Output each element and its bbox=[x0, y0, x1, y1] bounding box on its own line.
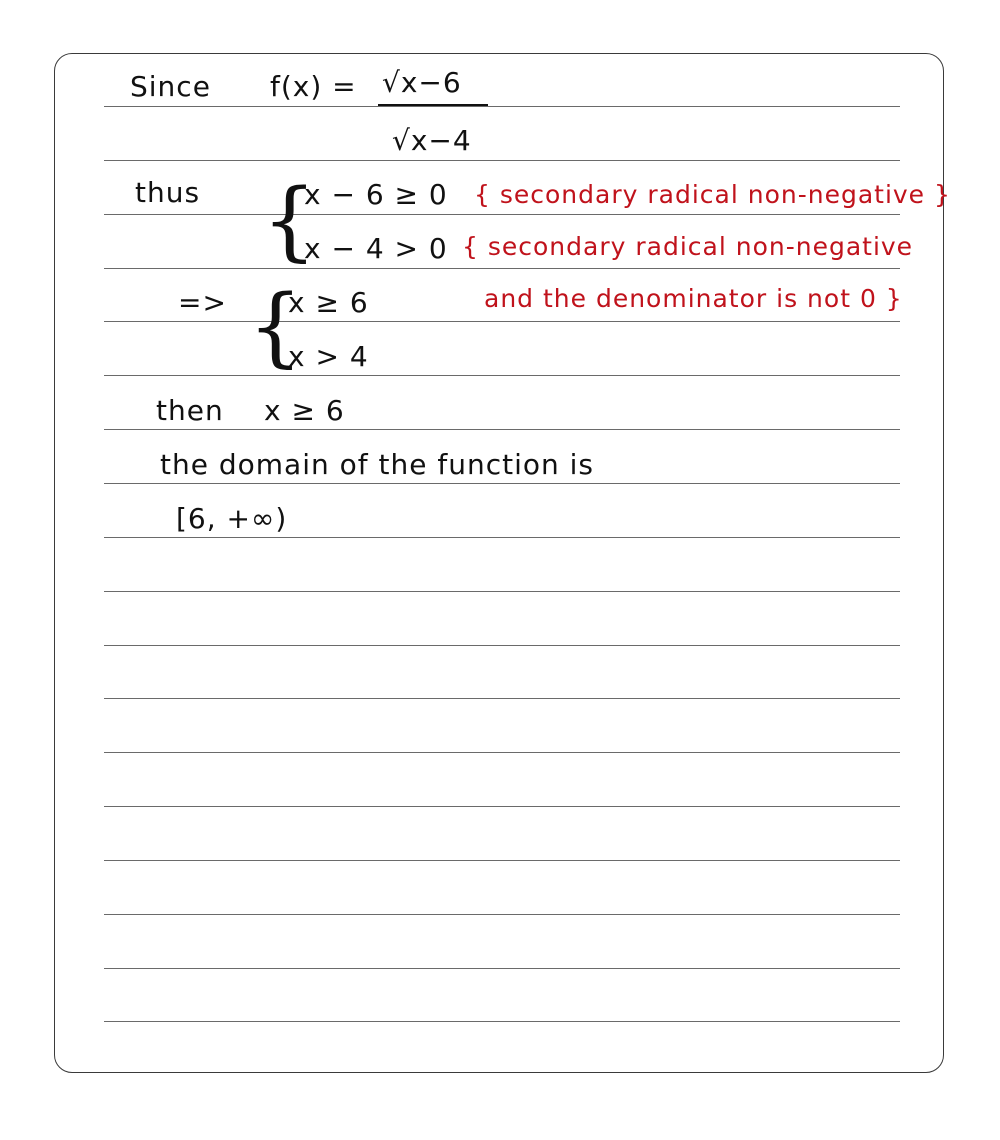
fraction-bar bbox=[378, 104, 488, 106]
ruled-line bbox=[104, 268, 900, 269]
fraction-denominator: √x−4 bbox=[392, 124, 472, 157]
ruled-line bbox=[104, 591, 900, 592]
result-2: x > 4 bbox=[288, 340, 369, 373]
condition-2-note-line1: { secondary radical non-negative bbox=[462, 232, 914, 261]
ruled-line bbox=[104, 806, 900, 807]
ruled-line bbox=[104, 968, 900, 969]
ruled-line bbox=[104, 483, 900, 484]
result-brace: { bbox=[248, 277, 303, 377]
ruled-line bbox=[104, 321, 900, 322]
result-1: x ≥ 6 bbox=[288, 286, 369, 319]
conclusion-text: the domain of the function is bbox=[160, 448, 595, 481]
ruled-line bbox=[104, 914, 900, 915]
ruled-line bbox=[104, 429, 900, 430]
system-brace: { bbox=[262, 171, 317, 271]
ruled-line bbox=[104, 752, 900, 753]
ruled-line bbox=[104, 160, 900, 161]
then-label: then bbox=[156, 394, 224, 427]
ruled-line bbox=[104, 537, 900, 538]
ruled-line bbox=[104, 645, 900, 646]
since-label: Since bbox=[130, 70, 211, 103]
thus-label: thus bbox=[135, 176, 201, 209]
implies-arrow: => bbox=[178, 286, 227, 319]
then-value: x ≥ 6 bbox=[264, 394, 345, 427]
fraction-numerator: √x−6 bbox=[382, 66, 462, 99]
condition-2: x − 4 > 0 bbox=[304, 232, 448, 265]
ruled-line bbox=[104, 214, 900, 215]
domain-answer: [6, +∞) bbox=[176, 502, 288, 535]
ruled-line bbox=[104, 375, 900, 376]
ruled-line bbox=[104, 106, 900, 107]
ruled-line bbox=[104, 1021, 900, 1022]
condition-2-note-line2: and the denominator is not 0 } bbox=[484, 284, 903, 313]
function-lhs: f(x) = bbox=[270, 70, 357, 103]
ruled-line bbox=[104, 698, 900, 699]
condition-1-note: { secondary radical non-negative } bbox=[474, 180, 951, 209]
ruled-line bbox=[104, 860, 900, 861]
condition-1: x − 6 ≥ 0 bbox=[304, 178, 448, 211]
